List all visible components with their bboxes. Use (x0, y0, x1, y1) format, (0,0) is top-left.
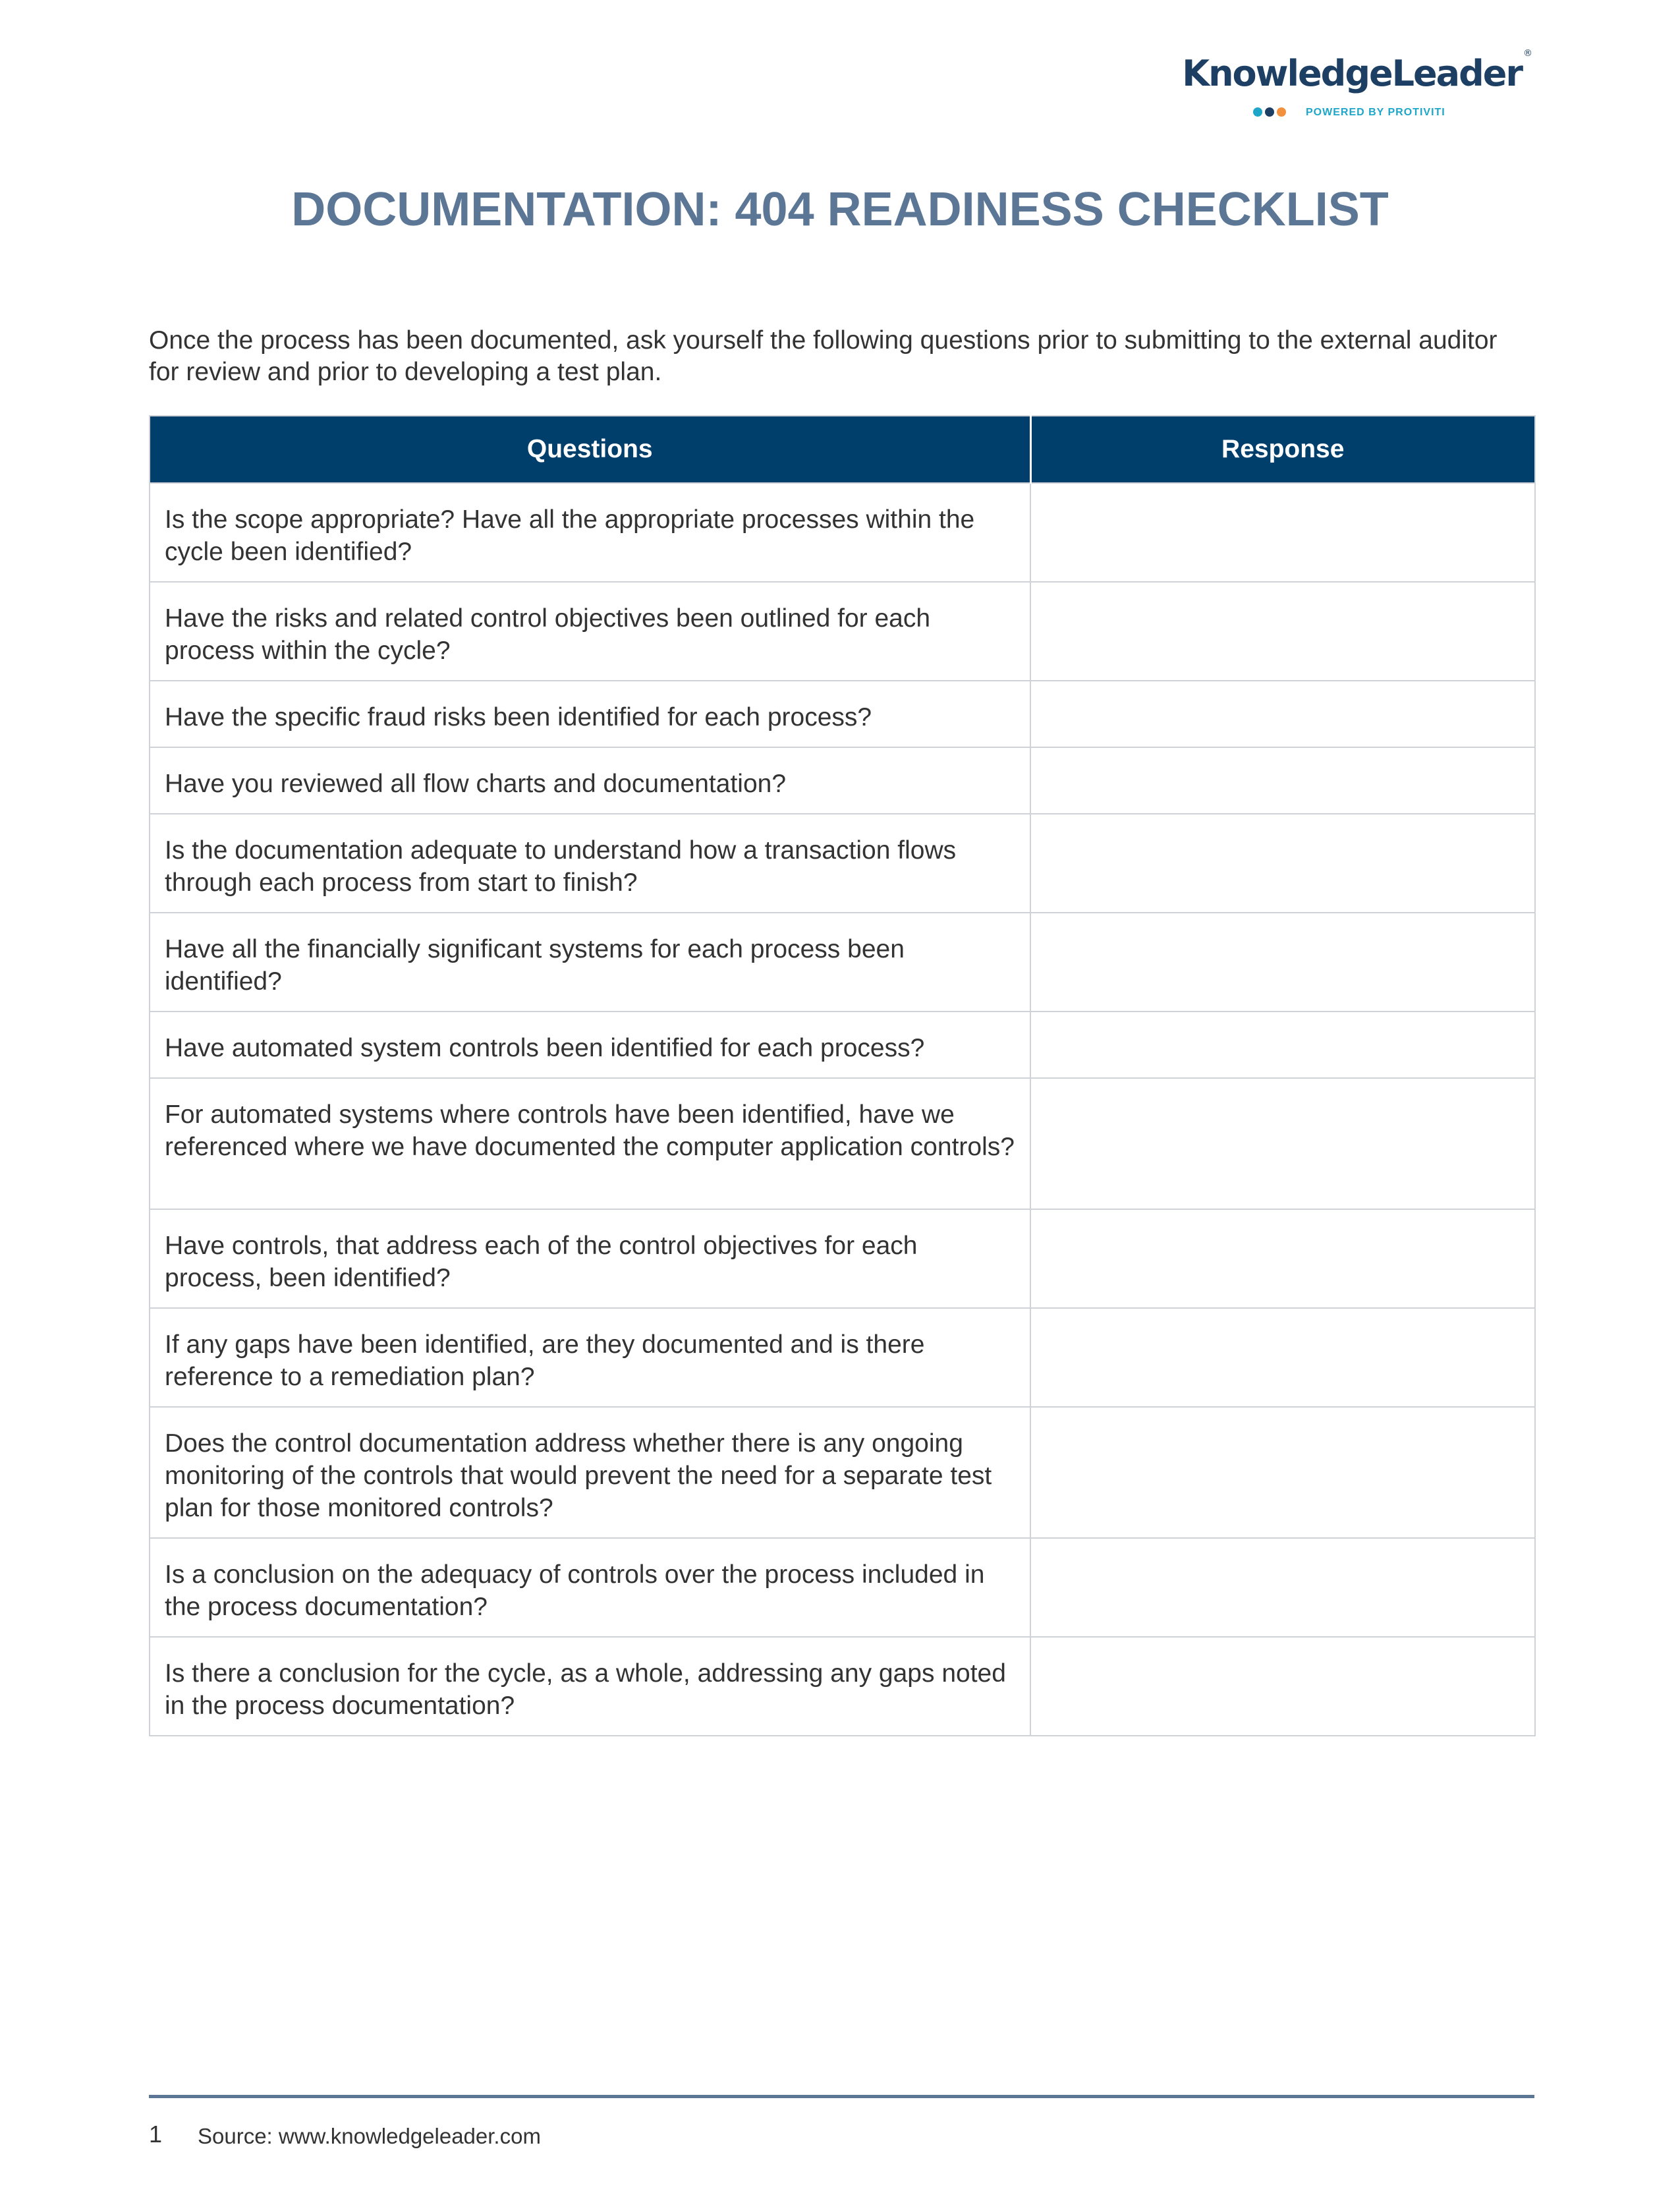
table-row (150, 747, 1535, 814)
logo-dots-icon (1253, 107, 1289, 117)
question-cell: Is a conclusion on the adequacy of controls over the process included in the process documentation? (150, 1538, 1030, 1637)
response-cell[interactable] (1030, 1012, 1535, 1078)
response-cell[interactable] (1030, 483, 1535, 582)
response-cell[interactable] (1030, 814, 1535, 913)
table-row (150, 1407, 1535, 1538)
table-row (150, 582, 1535, 681)
response-cell[interactable] (1030, 1407, 1535, 1538)
page-title: DOCUMENTATION: 404 READINESS CHECKLIST (291, 183, 1389, 236)
table-row (150, 1308, 1535, 1407)
question-cell: Does the control documentation address whether there is any ongoing monitoring of the controls that would prevent the need for a separate test plan for those monitored controls? (150, 1407, 1030, 1538)
source-citation: Source: www.knowledgeleader.com (198, 2124, 541, 2148)
table-row (150, 1078, 1535, 1209)
intro-paragraph: Once the process has been documented, ask yourself the following questions prior to submitting to the external auditor for review and prior to developing a test plan. (149, 326, 1498, 386)
registered-trademark-icon: ® (1523, 48, 1531, 59)
table-row (150, 913, 1535, 1012)
question-cell: If any gaps have been identified, are they documented and is there reference to a remediation plan? (150, 1308, 1030, 1407)
response-cell[interactable] (1030, 681, 1535, 747)
logo-dot-3 (1277, 107, 1286, 117)
response-cell[interactable] (1030, 1538, 1535, 1637)
response-cell[interactable] (1030, 1209, 1535, 1308)
response-cell[interactable] (1030, 1078, 1535, 1209)
logo-tagline: POWERED BY PROTIVITI (1306, 107, 1445, 118)
question-cell: Have all the financially significant systems for each process been identified? (150, 913, 1030, 1012)
question-cell: Have the specific fraud risks been identified for each process? (150, 681, 1030, 747)
question-cell: Have automated system controls been identified for each process? (150, 1012, 1030, 1078)
response-cell[interactable] (1030, 747, 1535, 814)
table-row (150, 1209, 1535, 1308)
question-cell: Have the risks and related control objectives been outlined for each process within the cycle? (150, 582, 1030, 681)
page-number: 1 (149, 2121, 163, 2148)
question-cell: Have you reviewed all flow charts and documentation? (150, 747, 1030, 814)
response-cell[interactable] (1030, 913, 1535, 1012)
table-row (150, 1538, 1535, 1637)
table-row (150, 1012, 1535, 1078)
table-row (150, 681, 1535, 747)
logo-dot-1 (1253, 107, 1262, 117)
response-cell[interactable] (1030, 582, 1535, 681)
response-cell[interactable] (1030, 1637, 1535, 1736)
questions-column-header: Questions (150, 416, 1030, 483)
question-cell: Is the documentation adequate to understand how a transaction flows through each process from start to finish? (150, 814, 1030, 913)
logo-dot-2 (1265, 107, 1274, 117)
footer-divider (149, 2095, 1534, 2098)
table-row (150, 814, 1535, 913)
question-cell: Is there a conclusion for the cycle, as a whole, addressing any gaps noted in the process documentation? (150, 1637, 1030, 1736)
readiness-checklist-table (149, 415, 1536, 1736)
table-row (150, 483, 1535, 582)
question-cell: Is the scope appropriate? Have all the appropriate processes within the cycle been identified? (150, 483, 1030, 582)
logo-wordmark: KnowledgeLeader ® (1182, 48, 1531, 94)
knowledgeleader-logo (1182, 48, 1531, 125)
checklist-body (150, 483, 1535, 1736)
question-cell: For automated systems where controls have been identified, have we referenced where we have documented the computer application controls? (150, 1078, 1030, 1209)
table-header-row (150, 416, 1535, 483)
response-cell[interactable] (1030, 1308, 1535, 1407)
question-cell: Have controls, that address each of the control objectives for each process, been identified? (150, 1209, 1030, 1308)
response-column-header: Response (1030, 416, 1535, 483)
table-row (150, 1637, 1535, 1736)
